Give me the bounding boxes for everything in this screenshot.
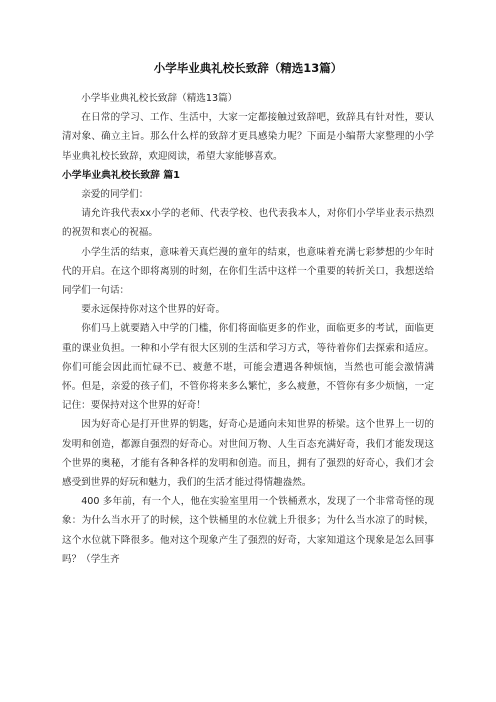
paragraph: 亲爱的同学们： [81, 189, 149, 201]
document-title: 小学毕业典礼校长致辞（精选13篇） [153, 61, 343, 75]
paragraph: 小学生活的结束，意味着天真烂漫的童年的结束，也意味着充满七彩梦想的少年时代的开启。在这个即将离别的时刻，在你们生活中这样一个重要的转折关口，我想送给同学们一句话： [62, 246, 434, 297]
document-body [62, 89, 434, 569]
section-heading: 小学毕业典礼校长致辞 篇1 [62, 169, 180, 181]
paragraph: 因为好奇心是打开世界的钥匙，好奇心是通向未知世界的桥梁。这个世界上一切的发明和创造，都源自强烈的好奇心。对世间万物、人生百态充满好奇，我们才能发现这个世界的奥秘，才能有各种各样的发明和创造。而且，拥有了强烈的好奇心，我们才会感受到世界的好玩和魅力，我们的生活才能过得情趣盎然。 [62, 419, 434, 489]
paragraph: 请允许我代表xx小学的老师、代表学校、也代表我本人，对你们小学毕业表示热烈的祝贺和衷心的祝福。 [62, 208, 434, 239]
paragraph: 你们马上就要踏入中学的门槛，你们将面临更多的作业，面临更多的考试，面临更重的课业负担。一种和小学有很大区别的生活和学习方式，等待着你们去探索和适应。你们可能会因此而忙碌不已、疲惫不堪，可能会遭遇各种烦恼，当然也可能会激情满怀。但是，亲爱的孩子们，不管你将来多么繁忙，多么疲惫，不管你有多少烦恼，一定记住：要保持对这个世界的好奇！ [62, 323, 434, 412]
paragraph: 小学毕业典礼校长致辞（精选13篇） [81, 93, 238, 104]
paragraph: 要永远保持你对这个世界的好奇。 [81, 304, 226, 316]
paragraph: 在日常的学习、工作、生活中，大家一定都接触过致辞吧，致辞具有针对性，要认清对象、确立主旨。那么什么样的致辞才更具感染力呢？下面是小编帮大家整理的小学毕业典礼校长致辞，欢迎阅读，希望大家能够喜欢。 [62, 112, 434, 162]
paragraph: 400 多年前，有一个人，他在实验室里用一个铁桶煮水，发现了一个非常奇怪的现象：为什么当水开了的时候，这个铁桶里的水位就上升很多；为什么当水凉了的时候，这个水位就下降很多。他对这个现象产生了强烈的好奇，大家知道这个现象是怎么回事吗？（学生齐 [62, 496, 434, 565]
